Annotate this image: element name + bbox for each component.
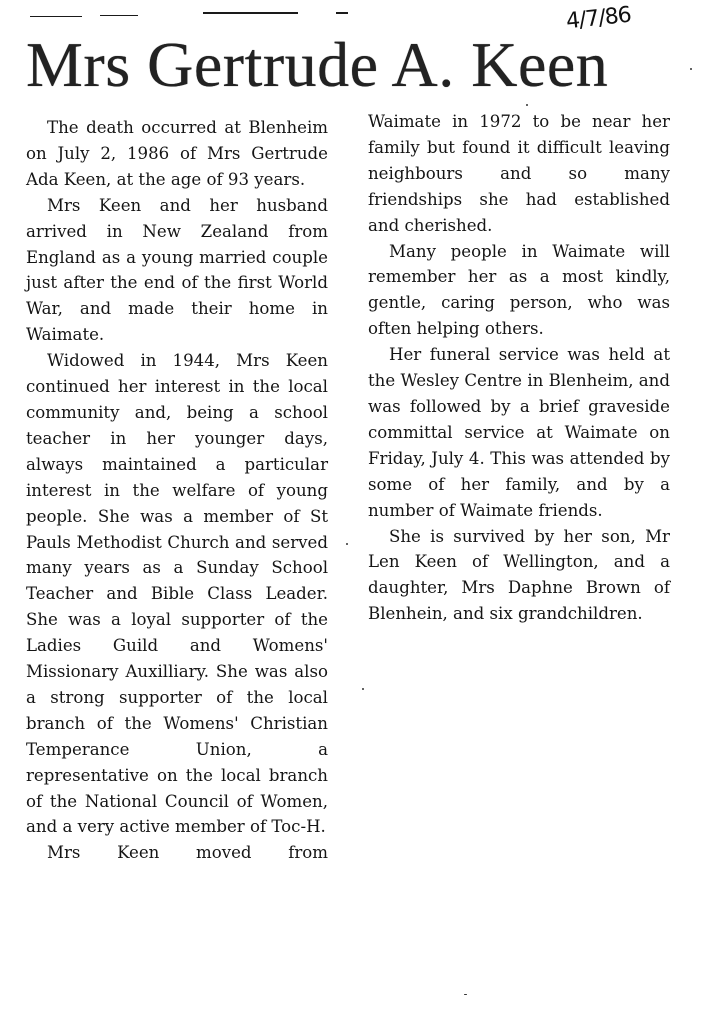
paragraph-death-notice: The death occurred at Blenheim on July 2, 1986 of Mrs Gertrude Ada Keen, at the age of 93 years. [26,118,328,189]
top-rule-left [30,16,82,17]
paragraph-survivors: She is survived by her son, Mr Len Keen of Wellington, and a daughter, Mrs Daphne Brown of Blenhein, and six grandchildren. [368,526,670,624]
paragraph-move-start: Mrs Keen moved from [47,843,328,863]
paragraph-community-life: Widowed in 1944, Mrs Keen continued her interest in the local community and, being a school teacher in her younger days, always maintained a particular interest in the welfare of young people. She was a member of St Pauls Methodist Church and served many years as a Sunday School Teacher and Bible Class Leader. She was a loyal supporter of the Ladies Guild and Womens' Missionary Auxilliary. She was also a strong supporter of the local branch of the Womens' Christian Temperance Union, a representative on the local branch of the National Council of Women, and a very active member of Toc-H. [26,351,328,837]
top-rule-left-dashed [100,15,138,16]
scan-speck [346,543,348,545]
scan-speck [464,994,467,995]
scan-speck [362,688,364,690]
paragraph-arrival: Mrs Keen and her husband arrived in New Zealand from England as a young married couple just after the end of the first World War, and made their home in Waimate. [26,195,328,345]
top-rule-right [336,12,348,14]
paragraph-remembrance: Many people in Waimate will remember her as a most kindly, gentle, caring person, who was often helping others. [368,241,670,339]
scan-speck [526,104,528,106]
obituary-headline: Mrs Gertrude A. Keen [26,29,609,100]
right-column [368,109,670,627]
left-column [26,115,328,866]
paragraph-funeral: Her funeral service was held at the Wesley Centre in Blenheim, and was followed by a brief graveside committal service at Waimate on Friday, July 4. This was attended by some of her family, and by a number of Waimate friends. [368,345,670,520]
paragraph-move-continued: Waimate in 1972 to be near her family but found it difficult leaving neighbours and so many friendships she had established and cherished. [368,112,670,235]
scan-speck [690,68,692,70]
top-rule-center [203,12,298,14]
handwritten-date: 4/7/86 [564,2,632,35]
